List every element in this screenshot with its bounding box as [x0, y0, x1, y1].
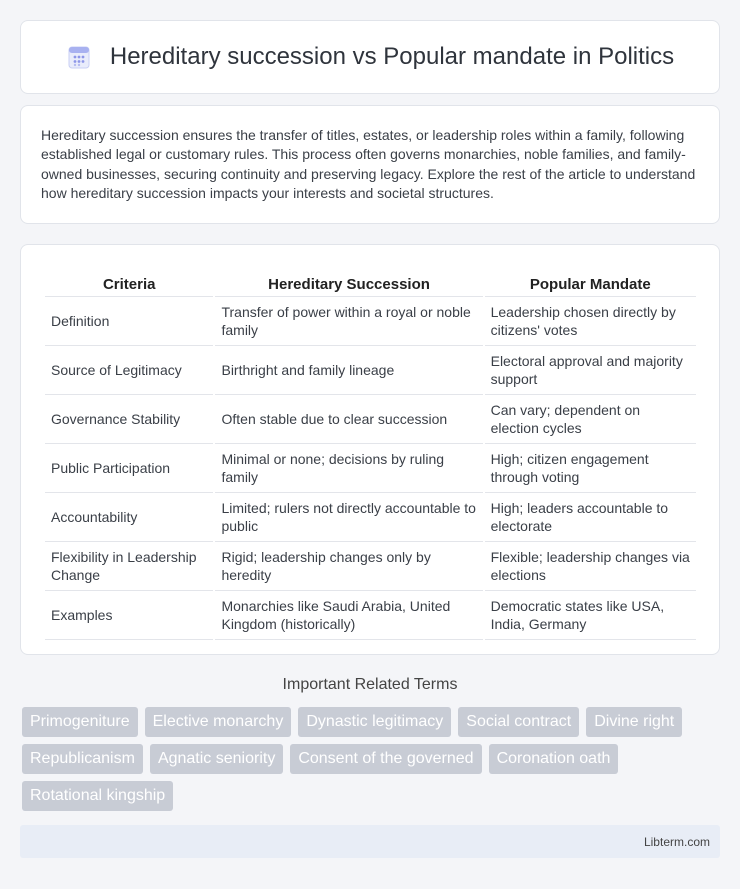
table-row — [45, 346, 696, 395]
table-row — [45, 591, 696, 640]
related-term-tag[interactable]: Rotational kingship — [22, 781, 173, 811]
hereditary-cell: Limited; rulers not directly accountable to public — [215, 493, 482, 542]
table-row — [45, 444, 696, 493]
table-row — [45, 542, 696, 591]
criteria-cell: Public Participation — [45, 444, 213, 493]
criteria-cell: Source of Legitimacy — [45, 346, 213, 395]
criteria-cell: Examples — [45, 591, 213, 640]
related-terms-heading: Important Related Terms — [282, 676, 458, 693]
intro-card — [20, 105, 720, 224]
title-card — [20, 20, 720, 94]
footer-bar — [20, 825, 720, 858]
popular-cell: Democratic states like USA, India, Germany — [485, 591, 696, 640]
table-row — [45, 493, 696, 542]
criteria-cell: Definition — [45, 297, 213, 346]
related-term-tag[interactable]: Social contract — [458, 707, 579, 737]
column-header-popular: Popular Mandate — [485, 265, 696, 297]
hereditary-cell: Often stable due to clear succession — [215, 395, 482, 444]
comparison-card — [20, 244, 720, 655]
criteria-cell: Governance Stability — [45, 395, 213, 444]
popular-cell: Electoral approval and majority support — [485, 346, 696, 395]
related-term-tag[interactable]: Primogeniture — [22, 707, 138, 737]
comparison-table — [43, 265, 698, 640]
page-title: Hereditary succession vs Popular mandate in Politics — [109, 43, 675, 70]
related-terms-list — [22, 707, 722, 811]
related-term-tag[interactable]: Elective monarchy — [145, 707, 292, 737]
intro-paragraph: Hereditary succession ensures the transfer of titles, estates, or leadership roles within a family, following established legal or customary rules. This process often governs monarchies, noble families, and family-owned businesses, securing continuity and preserving legacy. Explore the rest of the article to understand how hereditary succession impacts your interests and societal structures. — [41, 127, 696, 202]
hereditary-cell: Rigid; leadership changes only by heredity — [215, 542, 482, 591]
related-term-tag[interactable]: Consent of the governed — [290, 744, 481, 774]
hereditary-cell: Minimal or none; decisions by ruling family — [215, 444, 482, 493]
table-row — [45, 297, 696, 346]
related-term-tag[interactable]: Agnatic seniority — [150, 744, 283, 774]
criteria-cell: Accountability — [45, 493, 213, 542]
related-term-tag[interactable]: Dynastic legitimacy — [298, 707, 451, 737]
hereditary-cell: Birthright and family lineage — [215, 346, 482, 395]
popular-cell: High; citizen engagement through voting — [485, 444, 696, 493]
popular-cell: Can vary; dependent on election cycles — [485, 395, 696, 444]
column-header-hereditary: Hereditary Succession — [215, 265, 482, 297]
hereditary-cell: Monarchies like Saudi Arabia, United Kingdom (historically) — [215, 591, 482, 640]
table-row — [45, 395, 696, 444]
popular-cell: Flexible; leadership changes via elections — [485, 542, 696, 591]
popular-cell: Leadership chosen directly by citizens' votes — [485, 297, 696, 346]
hereditary-cell: Transfer of power within a royal or noble family — [215, 297, 482, 346]
related-term-tag[interactable]: Republicanism — [22, 744, 143, 774]
popular-cell: High; leaders accountable to electorate — [485, 493, 696, 542]
column-header-criteria: Criteria — [45, 265, 213, 297]
title-wrap — [66, 43, 674, 71]
related-term-tag[interactable]: Divine right — [586, 707, 682, 737]
related-term-tag[interactable]: Coronation oath — [489, 744, 619, 774]
footer-site-link[interactable]: Libterm.com — [643, 834, 710, 849]
criteria-cell: Flexibility in Leadership Change — [45, 542, 213, 591]
document-icon — [66, 44, 92, 70]
table-header-row — [45, 265, 696, 297]
